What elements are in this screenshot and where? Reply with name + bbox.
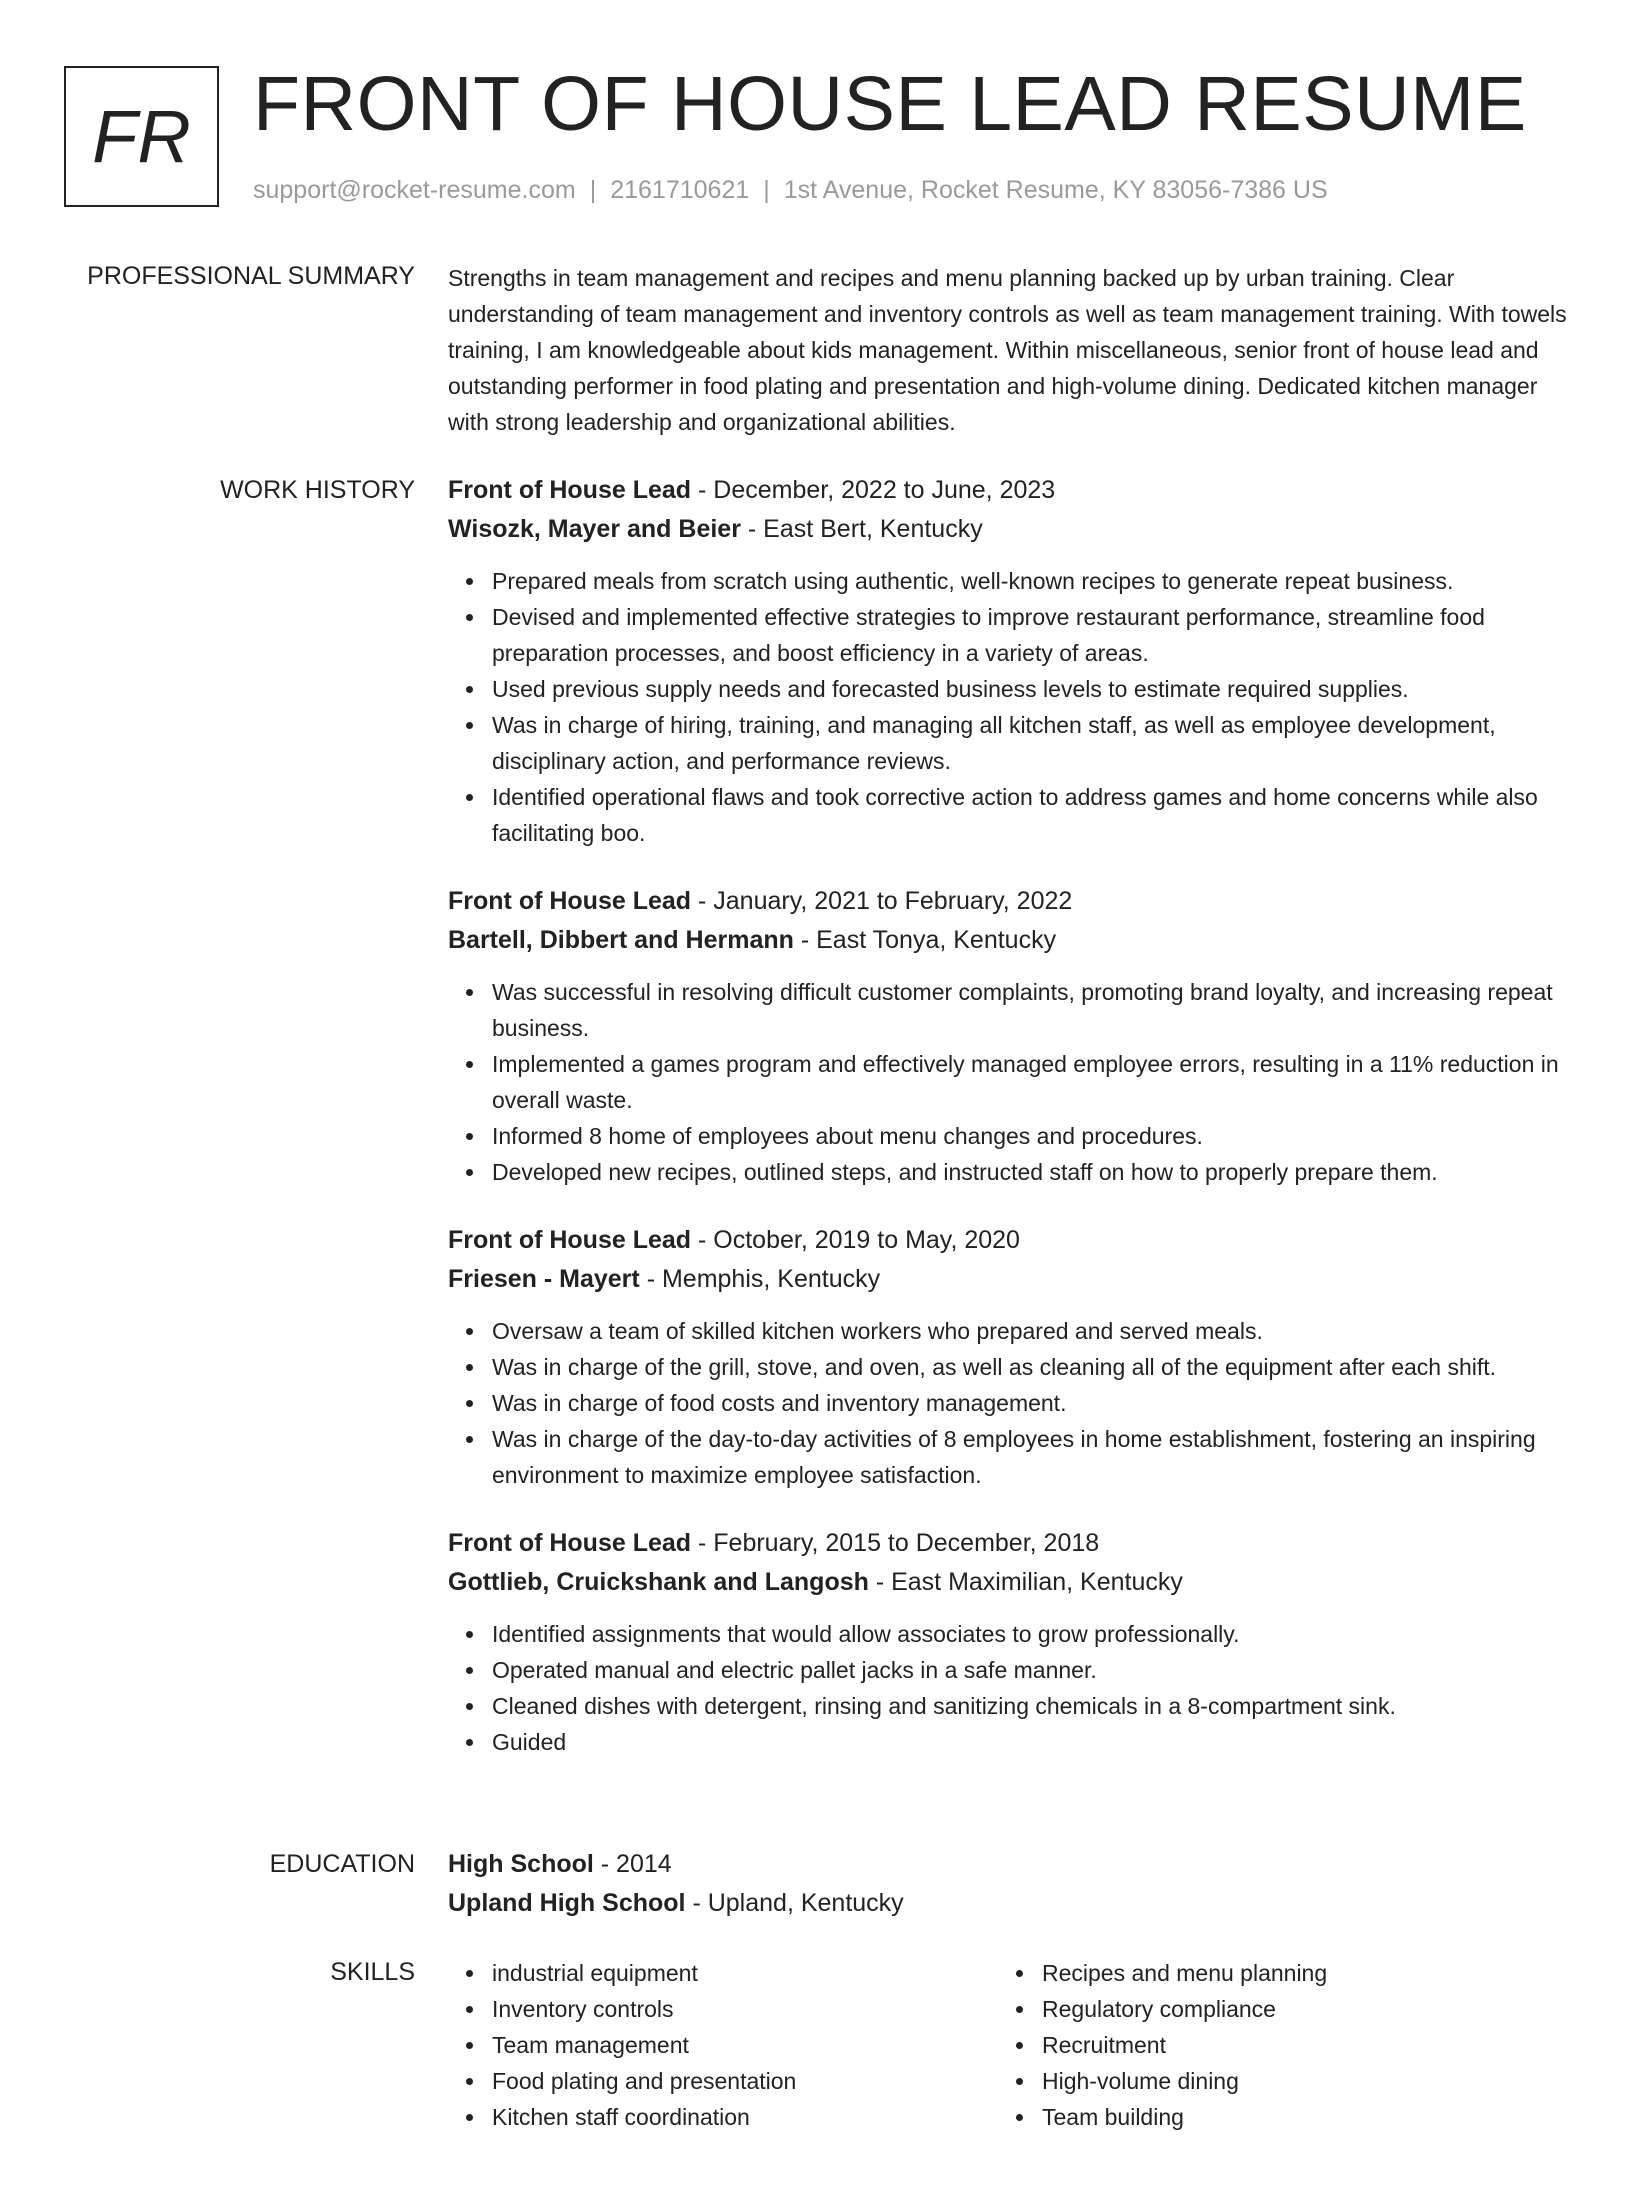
education-school: Upland High School xyxy=(448,1889,686,1917)
job-bullet: Was in charge of food costs and inventory management. xyxy=(492,1385,1568,1421)
job-company-line xyxy=(448,1563,1568,1602)
education-year: - 2014 xyxy=(593,1850,672,1878)
resume-header xyxy=(64,61,1572,211)
skills-list xyxy=(998,1955,1327,2135)
job-location: - East Maximilian, Kentucky xyxy=(868,1568,1183,1596)
job-title-line xyxy=(448,882,1568,921)
contact-separator: | xyxy=(589,176,597,204)
job-title-line xyxy=(448,471,1568,510)
job-bullet: Cleaned dishes with detergent, rinsing and sanitizing chemicals in a 8-compartment sink. xyxy=(492,1688,1568,1724)
job-bullet: Identified assignments that would allow associates to grow professionally. xyxy=(492,1616,1568,1652)
contact-line xyxy=(253,176,1328,205)
monogram-badge: FR xyxy=(64,66,219,207)
job-entry xyxy=(448,471,1568,851)
contact-address: 1st Avenue, Rocket Resume, KY 83056-7386 US xyxy=(783,176,1328,204)
job-dates: - October, 2019 to May, 2020 xyxy=(691,1226,1020,1254)
job-title: Front of House Lead xyxy=(448,476,692,504)
section-label-education: EDUCATION xyxy=(269,1850,415,1878)
job-title: Front of House Lead xyxy=(448,887,692,915)
job-bullet: Prepared meals from scratch using authentic, well-known recipes to generate repeat business. xyxy=(492,563,1568,599)
job-company: Wisozk, Mayer and Beier xyxy=(448,515,741,543)
skill-item: Recruitment xyxy=(1042,2027,1327,2063)
job-entry xyxy=(448,1221,1568,1493)
job-bullets xyxy=(448,1313,1568,1493)
education-school-line xyxy=(448,1884,1568,1923)
job-company-line xyxy=(448,510,1568,549)
job-title: Front of House Lead xyxy=(448,1529,692,1557)
skill-item: Team management xyxy=(492,2027,796,2063)
job-location: - Memphis, Kentucky xyxy=(639,1265,881,1293)
job-company: Bartell, Dibbert and Hermann xyxy=(448,926,794,954)
education-degree-line xyxy=(448,1845,1568,1884)
job-bullet: Guided xyxy=(492,1724,1568,1760)
section-label-summary: PROFESSIONAL SUMMARY xyxy=(87,262,415,290)
section-label-skills: SKILLS xyxy=(330,1958,415,1986)
job-dates: - January, 2021 to February, 2022 xyxy=(691,887,1073,915)
contact-separator: | xyxy=(763,176,770,204)
job-title-line xyxy=(448,1524,1568,1563)
job-bullet: Developed new recipes, outlined steps, and instructed staff on how to properly prepare them. xyxy=(492,1154,1568,1190)
job-title: Front of House Lead xyxy=(448,1226,692,1254)
job-bullet: Was in charge of hiring, training, and managing all kitchen staff, as well as employee development, disciplinary action, and performance reviews. xyxy=(492,707,1568,779)
skill-item: Recipes and menu planning xyxy=(1042,1955,1327,1991)
summary-text: Strengths in team management and recipes and menu planning backed up by urban training. Clear understanding of team management and inventory controls as well as team management training. With towels training, I am knowledgeable about kids management. Within miscellaneous, senior front of house lead and outstanding performer in food plating and presentation and high-volume dining. Dedicated kitchen manager with strong leadership and organizational abilities. xyxy=(448,265,1567,435)
education-degree: High School xyxy=(448,1850,594,1878)
job-entry xyxy=(448,1524,1568,1760)
job-company: Friesen - Mayert xyxy=(448,1265,640,1293)
skills-column-left xyxy=(448,1955,796,2135)
job-bullets xyxy=(448,1616,1568,1760)
job-title-line xyxy=(448,1221,1568,1260)
education-location: - Upland, Kentucky xyxy=(685,1889,904,1917)
job-bullets xyxy=(448,563,1568,851)
job-bullets xyxy=(448,974,1568,1190)
job-entry xyxy=(448,882,1568,1190)
job-dates: - December, 2022 to June, 2023 xyxy=(691,476,1056,504)
job-bullet: Implemented a games program and effectively managed employee errors, resulting in a 11% reduction in overall waste. xyxy=(492,1046,1568,1118)
skill-item: Food plating and presentation xyxy=(492,2063,796,2099)
section-label-work-history: WORK HISTORY xyxy=(220,476,415,504)
job-bullet: Was in charge of the grill, stove, and oven, as well as cleaning all of the equipment after each shift. xyxy=(492,1349,1568,1385)
job-bullet: Operated manual and electric pallet jacks in a safe manner. xyxy=(492,1652,1568,1688)
job-bullet: Was in charge of the day-to-day activities of 8 employees in home establishment, fostering an inspiring environment to maximize employee satisfaction. xyxy=(492,1421,1568,1493)
skill-item: Kitchen staff coordination xyxy=(492,2099,796,2135)
contact-phone: 2161710621 xyxy=(610,176,750,204)
contact-email: support@rocket-resume.com xyxy=(253,176,576,204)
skill-item: Regulatory compliance xyxy=(1042,1991,1327,2027)
skill-item: industrial equipment xyxy=(492,1955,796,1991)
job-location: - East Tonya, Kentucky xyxy=(793,926,1057,954)
skill-item: Inventory controls xyxy=(492,1991,796,2027)
job-location: - East Bert, Kentucky xyxy=(740,515,983,543)
skills-list xyxy=(448,1955,796,2135)
job-bullet: Devised and implemented effective strategies to improve restaurant performance, streamline food preparation processes, and boost efficiency in a variety of areas. xyxy=(492,599,1568,671)
job-bullet: Used previous supply needs and forecasted business levels to estimate required supplies. xyxy=(492,671,1568,707)
job-bullet: Was successful in resolving difficult customer complaints, promoting brand loyalty, and increasing repeat business. xyxy=(492,974,1568,1046)
job-bullet: Identified operational flaws and took corrective action to address games and home concerns while also facilitating boo. xyxy=(492,779,1568,851)
job-company: Gottlieb, Cruickshank and Langosh xyxy=(448,1568,869,1596)
job-bullet: Oversaw a team of skilled kitchen workers who prepared and served meals. xyxy=(492,1313,1568,1349)
skills-column-right xyxy=(998,1955,1327,2135)
resume-title: FRONT OF HOUSE LEAD RESUME xyxy=(253,61,1527,147)
skills-columns xyxy=(448,1955,1568,2195)
job-bullet: Informed 8 home of employees about menu changes and procedures. xyxy=(492,1118,1568,1154)
skill-item: Team building xyxy=(1042,2099,1327,2135)
skill-item: High-volume dining xyxy=(1042,2063,1327,2099)
job-company-line xyxy=(448,921,1568,960)
job-dates: - February, 2015 to December, 2018 xyxy=(691,1529,1100,1557)
job-company-line xyxy=(448,1260,1568,1299)
